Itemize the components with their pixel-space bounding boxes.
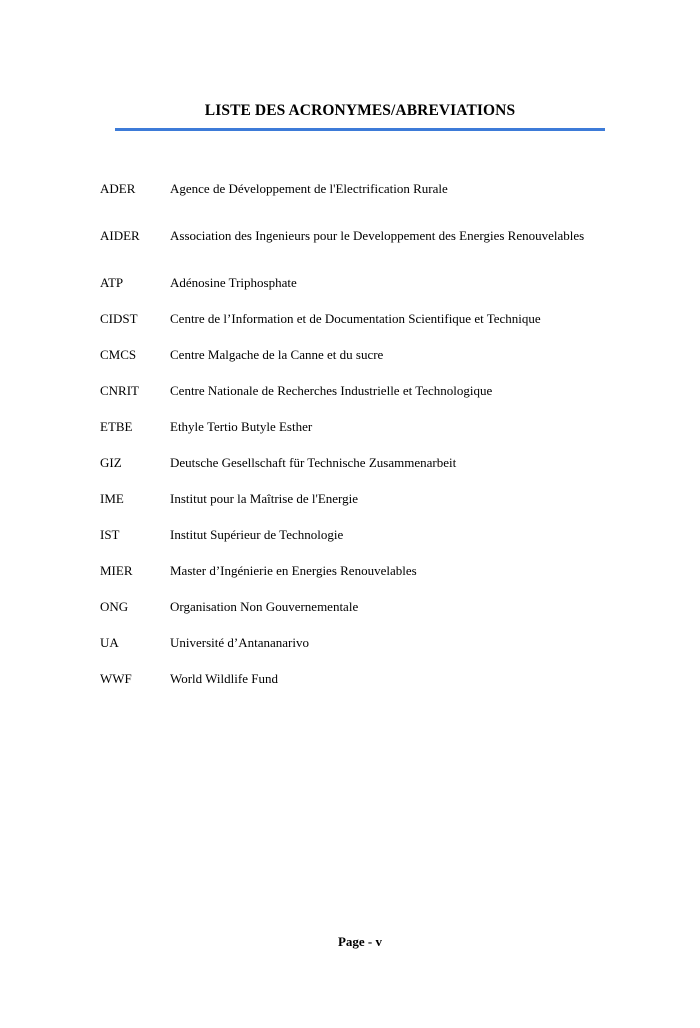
acronym-definition: Institut Supérieur de Technologie	[170, 526, 344, 542]
acronym-abbreviation: ETBE	[100, 418, 133, 434]
acronym-abbreviation: WWF	[100, 670, 132, 686]
acronym-abbreviation: IST	[100, 526, 120, 542]
acronym-definition: Institut pour la Maîtrise de l'Energie	[170, 490, 359, 506]
acronym-row	[100, 588, 600, 624]
acronym-definition: Adénosine Triphosphate	[170, 274, 297, 290]
title-underline	[115, 128, 605, 131]
acronym-list	[100, 170, 600, 696]
acronym-row	[100, 516, 600, 552]
acronym-abbreviation: GIZ	[100, 454, 122, 470]
acronym-abbreviation: CNRIT	[100, 382, 139, 398]
acronym-definition: Agence de Développement de l'Electrification Rurale	[170, 180, 448, 196]
acronym-row	[100, 206, 600, 264]
acronym-row	[100, 444, 600, 480]
acronym-row	[100, 372, 600, 408]
acronym-definition: Université d’Antananarivo	[170, 634, 309, 650]
acronym-definition: Centre Malgache de la Canne et du sucre	[170, 346, 384, 362]
acronym-abbreviation: ADER	[100, 180, 136, 196]
acronym-definition: Association des Ingenieurs pour le Developpement des Energies Renouvelables	[170, 227, 585, 243]
acronym-abbreviation: AIDER	[100, 227, 140, 243]
acronym-row	[100, 408, 600, 444]
acronym-abbreviation: ONG	[100, 598, 129, 614]
acronym-row	[100, 624, 600, 660]
acronym-row	[100, 264, 600, 300]
acronym-abbreviation: CIDST	[100, 310, 138, 326]
acronym-definition: World Wildlife Fund	[170, 670, 278, 686]
acronym-row	[100, 336, 600, 372]
acronym-abbreviation: ATP	[100, 274, 124, 290]
acronym-abbreviation: CMCS	[100, 346, 137, 362]
acronym-definition: Master d’Ingénierie en Energies Renouvelables	[170, 562, 417, 578]
acronym-row	[100, 170, 600, 206]
acronym-definition: Centre Nationale de Recherches Industrielle et Technologique	[170, 382, 493, 398]
acronym-row	[100, 660, 600, 696]
acronym-definition: Centre de l’Information et de Documentation Scientifique et Technique	[170, 310, 541, 326]
page-title: LISTE DES ACRONYMES/ABREVIATIONS	[204, 102, 516, 119]
acronym-definition: Deutsche Gesellschaft für Technische Zusammenarbeit	[170, 454, 457, 470]
acronym-row	[100, 552, 600, 588]
acronym-definition: Organisation Non Gouvernementale	[170, 598, 359, 614]
page-number: Page - v	[337, 934, 383, 949]
acronym-row	[100, 300, 600, 336]
acronym-abbreviation: IME	[100, 490, 124, 506]
acronym-row	[100, 480, 600, 516]
acronym-abbreviation: MIER	[100, 562, 133, 578]
acronym-definition: Ethyle Tertio Butyle Esther	[170, 418, 313, 434]
acronym-abbreviation: UA	[100, 634, 119, 650]
